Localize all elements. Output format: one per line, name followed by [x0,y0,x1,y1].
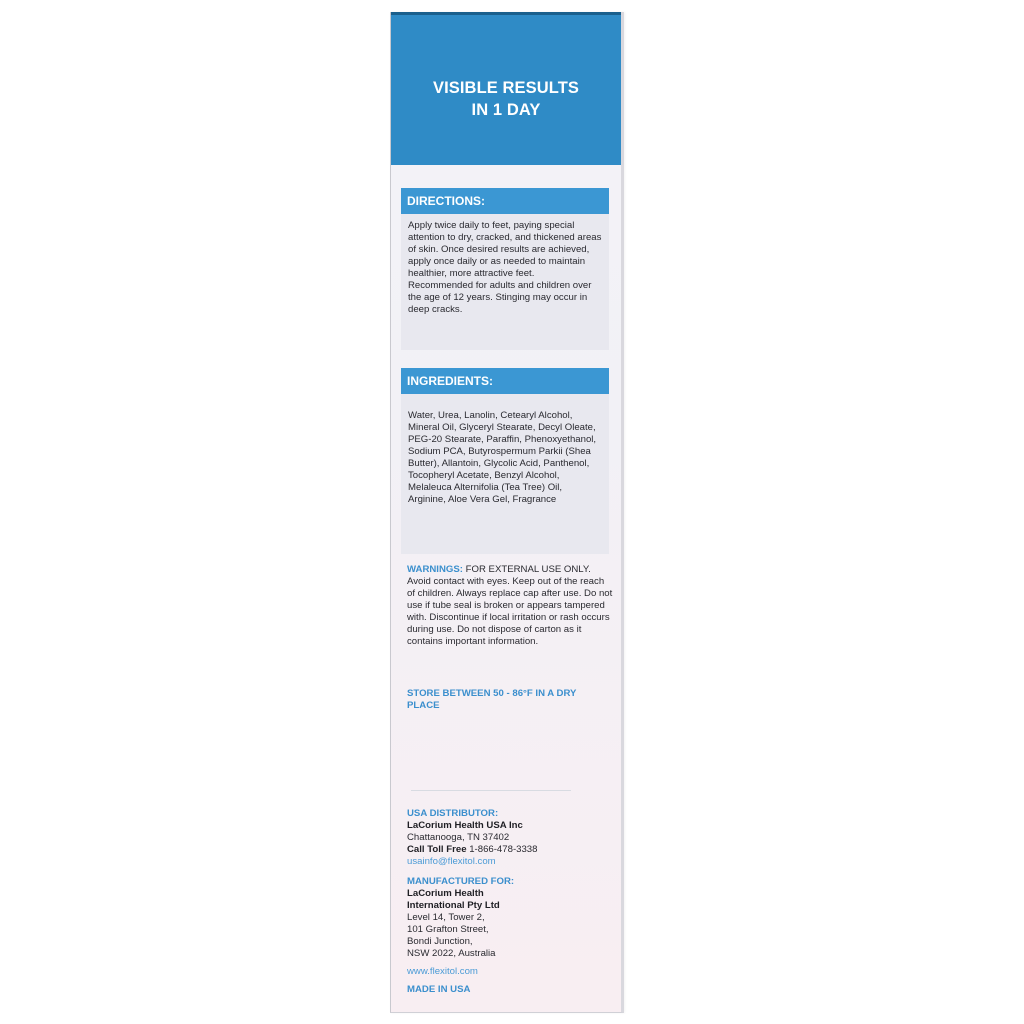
manufacturer-company-2: International Pty Ltd [407,900,500,911]
phone-number: 1-866-478-3338 [469,844,538,855]
headline: VISIBLE RESULTS IN 1 DAY [432,79,580,119]
headline-band [391,12,621,165]
distributor-company: LaCorium Health USA Inc [407,820,523,831]
manufacturer-company-1: LaCorium Health [407,888,484,899]
manufacturer-block [407,876,514,996]
address-line: Level 14, Tower 2, [407,912,485,923]
product-box-side-panel [390,12,624,1013]
storage-note: STORE BETWEEN 50 - 86°F IN A DRY PLACE [407,688,577,711]
address-line: 101 Grafton Street, [407,924,489,935]
website: www.flexitol.com [407,966,478,977]
distributor-email: usainfo@flexitol.com [407,856,496,867]
divider [411,790,571,791]
warnings-text: FOR EXTERNAL USE ONLY. Avoid contact with eyes. Keep out of the reach of children. Always replace cap after use. Do not use if tube seal is broken or appears tampered with. Discontinue if local irritation or rash occurs during use. Do not dispose of carton as it contains important information. [407,564,613,647]
origin: MADE IN USA [407,984,471,995]
warnings-block [407,564,613,648]
manufacturer-label: MANUFACTURED FOR: [407,876,515,887]
distributor-label: USA DISTRIBUTOR: [407,808,499,819]
distributor-block [407,808,537,868]
directions-header: DIRECTIONS: [401,188,609,214]
directions-text: Apply twice daily to feet, paying special attention to dry, cracked, and thickened areas of skin. Once desired results are achieved, apply once daily or as needed to maintain healthier, more attractive feet. Recommended for adults and children over the age of 12 years. Stinging may occur in deep cracks. [401,214,609,350]
phone-label: Call Toll Free [407,844,467,855]
distributor-city: Chattanooga, TN 37402 [407,832,510,843]
ingredients-text: Water, Urea, Lanolin, Cetearyl Alcohol, Mineral Oil, Glyceryl Stearate, Decyl Oleate, PEG-20 Stearate, Paraffin, Phenoxyethanol, Sodium PCA, Butyrospermum Parkii (Shea Butter), Allantoin, Glycolic Acid, Panthenol, Tocopheryl Acetate, Benzyl Alcohol, Melaleuca Alternifolia (Tea Tree) Oil, Arginine, Aloe Vera Gel, Fragrance [401,394,609,554]
address-line: NSW 2022, Australia [407,948,496,959]
address-line: Bondi Junction, [407,936,473,947]
warnings-label: WARNINGS: [407,564,463,575]
ingredients-header: INGREDIENTS: [401,368,609,394]
